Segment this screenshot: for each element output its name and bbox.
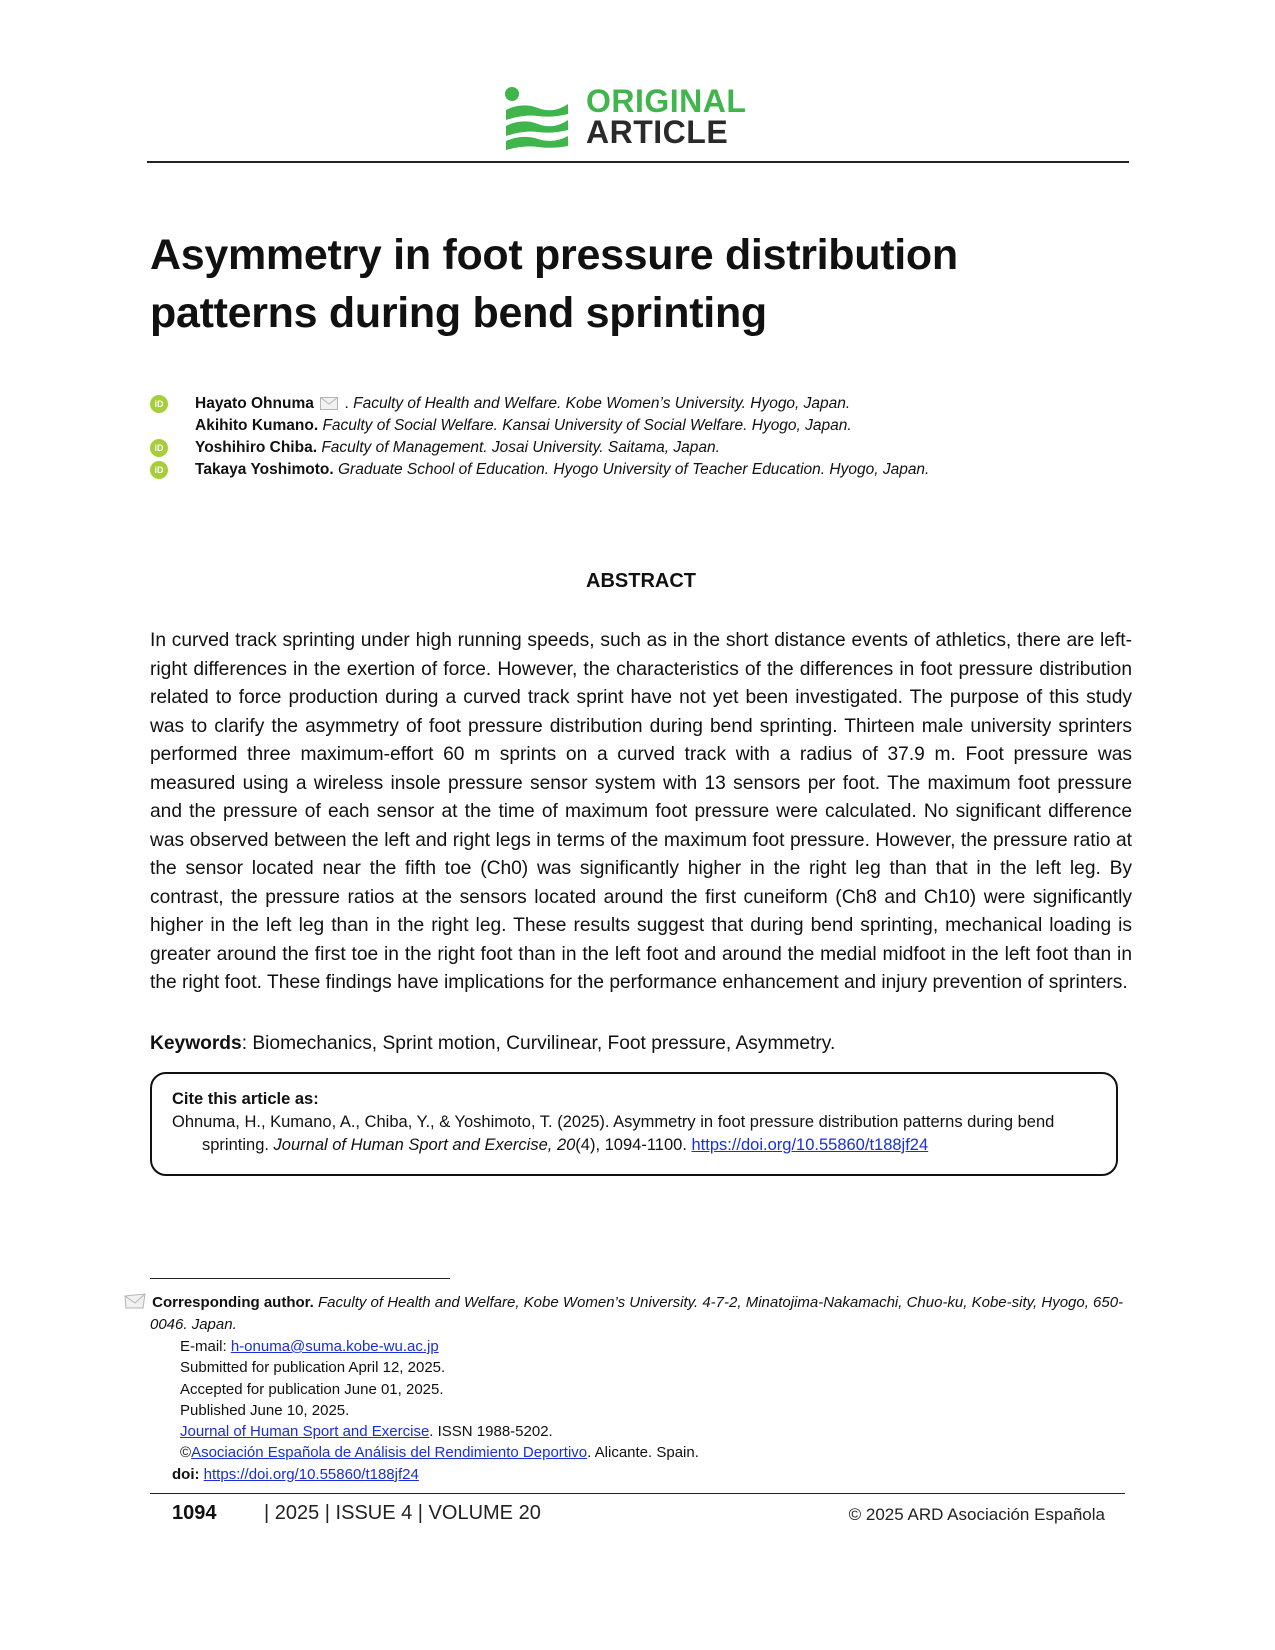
author-suffix: . [344, 395, 354, 412]
journal-link[interactable]: Journal of Human Sport and Exercise [180, 1423, 430, 1441]
corresponding-author-address: Faculty of Health and Welfare, Kobe Women’s University. 4-7-2, Minatojima-Nakamachi, Chuo-ku, Kobe-sity, Hyogo, 650-0046. Japan. [150, 1294, 1124, 1333]
orcid-icon[interactable]: iD [150, 461, 168, 479]
citation-authors-title: Ohnuma, H., Kumano, A., Chiba, Y., & Yoshimoto, T. (2025). Asymmetry in foot pressure distribution patterns during bend sprinting. [172, 1113, 1055, 1154]
envelope-icon [124, 1293, 146, 1309]
footer-divider [150, 1493, 1125, 1494]
orcid-icon[interactable]: iD [150, 395, 168, 413]
citation-doi-link[interactable]: https://doi.org/10.55860/t188jf24 [691, 1136, 929, 1154]
author-row [150, 437, 1130, 459]
author-name: Takaya Yoshimoto. [195, 461, 334, 478]
citation-label: Cite this article as: [172, 1090, 319, 1108]
author-affiliation: Faculty of Health and Welfare. Kobe Women’s University. Hyogo, Japan. [353, 395, 851, 412]
author-row [150, 459, 1130, 481]
location: . Alicante. Spain. [587, 1444, 699, 1462]
doi-line [172, 1464, 1132, 1485]
journal-line [180, 1421, 1132, 1442]
logo-text [586, 83, 747, 150]
keywords-label: Keywords [150, 1033, 242, 1054]
publication-info [150, 1336, 1132, 1485]
footnote-divider [150, 1278, 450, 1279]
footnote [150, 1292, 1132, 1485]
logo-line-original: ORIGINAL [586, 83, 747, 119]
citation-journal: Journal of Human Sport and Exercise, 20 [273, 1136, 576, 1154]
page-number: 1094 [172, 1502, 217, 1524]
email-label: E-mail: [180, 1338, 231, 1355]
footer-copyright: © 2025 ARD Asociación Española [848, 1505, 1105, 1524]
association-link[interactable]: Asociación Española de Análisis del Rendimiento Deportivo [191, 1444, 588, 1462]
keywords-list: : Biomechanics, Sprint motion, Curvilinear, Foot pressure, Asymmetry. [241, 1033, 836, 1054]
author-row [150, 415, 1130, 437]
published-date: Published June 10, 2025. [180, 1401, 350, 1419]
author-affiliation: Faculty of Management. Josai University. Saitama, Japan. [321, 439, 720, 456]
logo-line-article: ARTICLE [586, 114, 729, 150]
issn: . ISSN 1988-5202. [429, 1423, 553, 1441]
envelope-icon [320, 397, 338, 410]
author-row [150, 393, 1130, 415]
author-affiliation: Faculty of Social Welfare. Kansai University of Social Welfare. Hyogo, Japan. [322, 417, 852, 434]
doi-label: doi: [172, 1465, 200, 1483]
doi-link[interactable]: https://doi.org/10.55860/t188jf24 [203, 1465, 419, 1483]
author-list [150, 393, 1130, 481]
citation-pages: (4), 1094-1100. [575, 1136, 692, 1154]
citation-text [172, 1111, 1102, 1157]
author-name: Akihito Kumano. [195, 417, 319, 434]
association-line [180, 1442, 1132, 1463]
accepted-date: Accepted for publication June 01, 2025. [180, 1380, 444, 1398]
author-affiliation: Graduate School of Education. Hyogo University of Teacher Education. Hyogo, Japan. [338, 461, 930, 478]
author-name: Yoshihiro Chiba. [195, 439, 317, 456]
submitted-date: Submitted for publication April 12, 2025. [180, 1359, 446, 1377]
orcid-icon[interactable]: iD [150, 439, 168, 457]
author-name: Hayato Ohnuma [195, 395, 314, 412]
keywords [150, 1030, 1132, 1058]
email-link[interactable]: h-onuma@suma.kobe-wu.ac.jp [230, 1338, 439, 1355]
issue-info: | 2025 | ISSUE 4 | VOLUME 20 [264, 1502, 541, 1524]
corresponding-author-label: Corresponding author. [152, 1294, 314, 1311]
journal-logo [504, 83, 784, 150]
article-title: Asymmetry in foot pressure distribution patterns during bend sprinting [150, 231, 958, 337]
header-divider [147, 161, 1129, 163]
abstract-body: In curved track sprinting under high running speeds, such as in the short distance events of athletics, there are left-right differences in the exertion of force. However, the characteristics of the differences in foot pressure distribution related to force production during a curved track sprint have not yet been investigated. The purpose of this study was to clarify the asymmetry of foot pressure distribution during bend sprinting. Thirteen male university sprinters performed three maximum-effort 60 m sprints on a curved track with a radius of 37.9 m. Foot pressure was measured using a wireless insole pressure sensor system with 13 sensors per foot. The maximum foot pressure and the pressure of each sensor at the time of maximum foot pressure were calculated. No significant difference was observed between the left and right legs in terms of the maximum foot pressure. However, the pressure ratio at the sensor located near the fifth toe (Ch0) was significantly higher in the right leg than that in the left leg. By contrast, the pressure ratios at the sensors located around the first cuneiform (Ch8 and Ch10) were significantly higher in the left leg than in the right leg. These results suggest that during bend sprinting, mechanical loading is greater around the first toe in the right foot than in the left foot and around the medial midfoot in the left foot than in the right foot. These findings have implications for the performance enhancement and injury prevention of sprinters. [150, 630, 1132, 993]
copyright-symbol: © [180, 1444, 192, 1462]
corresponding-author [150, 1292, 1132, 1336]
journal-stripes-logo-icon [504, 86, 570, 150]
citation-box [150, 1072, 1118, 1176]
abstract-heading: ABSTRACT [586, 570, 696, 592]
email-line [180, 1336, 1132, 1357]
